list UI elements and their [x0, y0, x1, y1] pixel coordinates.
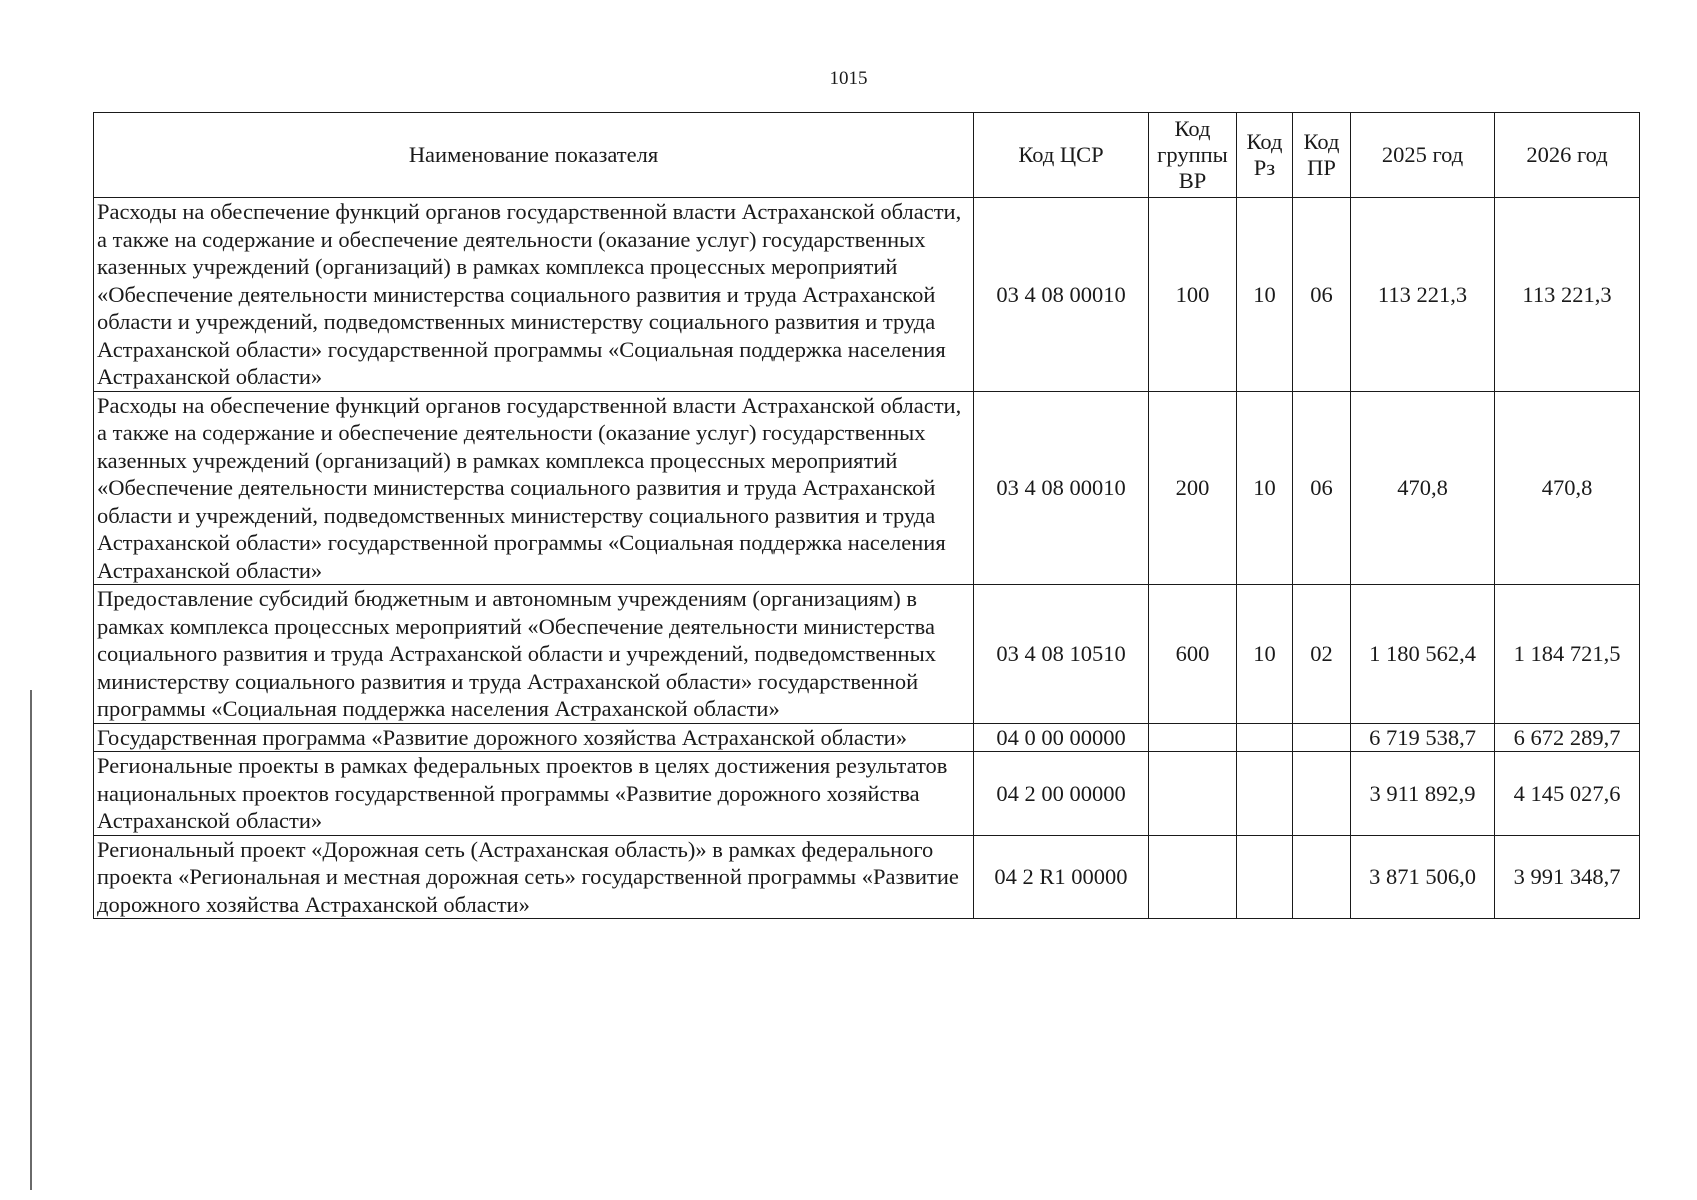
row-name: Государственная программа «Развитие дорожного хозяйства Астраханской области»	[94, 723, 974, 752]
row-vr: 600	[1149, 585, 1237, 724]
table-row	[94, 835, 1640, 919]
row-csr: 04 2 R1 00000	[974, 835, 1149, 919]
row-csr: 04 2 00 00000	[974, 752, 1149, 836]
table-row	[94, 752, 1640, 836]
scan-edge-line	[30, 690, 32, 1190]
row-pr	[1293, 835, 1351, 919]
row-csr: 03 4 08 00010	[974, 198, 1149, 392]
row-2026: 6 672 289,7	[1495, 723, 1640, 752]
row-name: Региональный проект «Дорожная сеть (Астраханская область)» в рамках федерального проекта «Региональная и местная дорожная сеть» государственной программы «Развитие дорожного хозяйства Астраханской области»	[94, 835, 974, 919]
table-header-row	[94, 113, 1640, 198]
row-pr: 02	[1293, 585, 1351, 724]
row-rz: 10	[1237, 391, 1293, 585]
row-rz	[1237, 835, 1293, 919]
table-row	[94, 723, 1640, 752]
row-2025: 6 719 538,7	[1351, 723, 1495, 752]
row-2026: 4 145 027,6	[1495, 752, 1640, 836]
row-2026: 470,8	[1495, 391, 1640, 585]
header-name: Наименование показателя	[94, 113, 974, 198]
row-rz	[1237, 723, 1293, 752]
row-vr	[1149, 723, 1237, 752]
header-2026: 2026 год	[1495, 113, 1640, 198]
row-vr	[1149, 752, 1237, 836]
header-vr: Код группы ВР	[1149, 113, 1237, 198]
header-pr: Код ПР	[1293, 113, 1351, 198]
table-row	[94, 198, 1640, 392]
page-number: 1015	[829, 68, 868, 89]
row-2025: 1 180 562,4	[1351, 585, 1495, 724]
row-name: Расходы на обеспечение функций органов государственной власти Астраханской области, а также на содержание и обеспечение деятельности (оказание услуг) государственных казенных учреждений (организаций) в рамках комплекса процессных мероприятий «Обеспечение деятельности министерства социального развития и труда Астраханской области и учреждений, подведомственных министерству социального развития и труда Астраханской области» государственной программы «Социальная поддержка населения Астраханской области»	[94, 391, 974, 585]
row-pr	[1293, 723, 1351, 752]
row-2026: 1 184 721,5	[1495, 585, 1640, 724]
row-2026: 3 991 348,7	[1495, 835, 1640, 919]
row-name: Расходы на обеспечение функций органов государственной власти Астраханской области, а также на содержание и обеспечение деятельности (оказание услуг) государственных казенных учреждений (организаций) в рамках комплекса процессных мероприятий «Обеспечение деятельности министерства социального развития и труда Астраханской области и учреждений, подведомственных министерству социального развития и труда Астраханской области» государственной программы «Социальная поддержка населения Астраханской области»	[94, 198, 974, 392]
row-rz: 10	[1237, 198, 1293, 392]
table-row	[94, 391, 1640, 585]
row-pr: 06	[1293, 198, 1351, 392]
row-2025: 470,8	[1351, 391, 1495, 585]
row-csr: 03 4 08 10510	[974, 585, 1149, 724]
row-name: Региональные проекты в рамках федеральных проектов в целях достижения результатов национальных проектов государственной программы «Развитие дорожного хозяйства Астраханской области»	[94, 752, 974, 836]
row-2025: 3 871 506,0	[1351, 835, 1495, 919]
table-row	[94, 585, 1640, 724]
row-pr	[1293, 752, 1351, 836]
row-rz	[1237, 752, 1293, 836]
row-2026: 113 221,3	[1495, 198, 1640, 392]
row-rz: 10	[1237, 585, 1293, 724]
row-csr: 03 4 08 00010	[974, 391, 1149, 585]
row-2025: 3 911 892,9	[1351, 752, 1495, 836]
row-vr	[1149, 835, 1237, 919]
budget-table	[93, 112, 1640, 919]
header-rz: Код Рз	[1237, 113, 1293, 198]
row-2025: 113 221,3	[1351, 198, 1495, 392]
row-name: Предоставление субсидий бюджетным и автономным учреждениям (организациям) в рамках комплекса процессных мероприятий «Обеспечение деятельности министерства социального развития и труда Астраханской области и учреждений, подведомственных министерству социального развития и труда Астраханской области» государственной программы «Социальная поддержка населения Астраханской области»	[94, 585, 974, 724]
row-vr: 100	[1149, 198, 1237, 392]
header-csr: Код ЦСР	[974, 113, 1149, 198]
row-csr: 04 0 00 00000	[974, 723, 1149, 752]
row-vr: 200	[1149, 391, 1237, 585]
row-pr: 06	[1293, 391, 1351, 585]
header-2025: 2025 год	[1351, 113, 1495, 198]
